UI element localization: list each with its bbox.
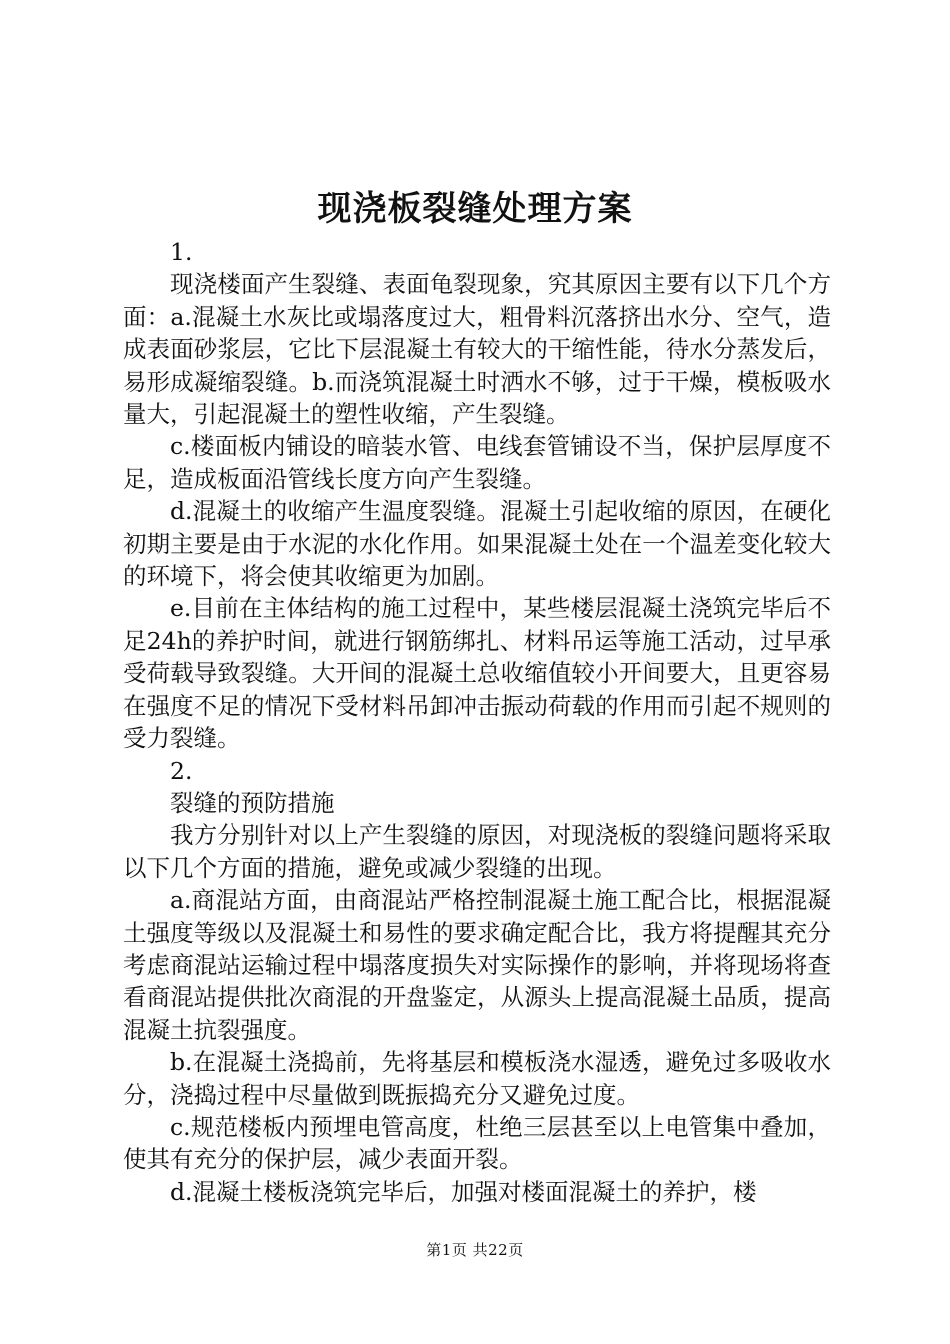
paragraph-measure-a: a.商混站方面，由商混站严格控制混凝土施工配合比，根据混凝土强度等级以及混凝土和易性的要求确定配合比，我方将提醒其充分考虑商混站运输过程中塌落度损失对实际操作的影响，并将现场将查看商混站提供批次商混的开盘鉴定，从源头上提高混凝土品质，提高混凝土抗裂强度。: [123, 886, 831, 1044]
paragraph-causes-intro: 现浇楼面产生裂缝、表面龟裂现象，究其原因主要有以下几个方面：a.混凝土水灰比或塌落度过大，粗骨料沉落挤出水分、空气，造成表面砂浆层，它比下层混凝土有较大的干缩性能，待水分蒸发后，易形成凝缩裂缝。b.而浇筑混凝土时洒水不够，过于干燥，模板吸水量大，引起混凝土的塑性收缩，产生裂缝。: [123, 270, 831, 429]
paragraph-cause-e: e.目前在主体结构的施工过程中，某些楼层混凝土浇筑完毕后不足24h的养护时间，就进行钢筋绑扎、材料吊运等施工活动，过早承受荷载导致裂缝。大开间的混凝土总收缩值较小开间要大，且更容易在强度不足的情况下受材料吊卸冲击振动荷载的作用而引起不规则的受力裂缝。: [123, 594, 831, 753]
document-body: [123, 236, 831, 1208]
paragraph-measure-d: d.混凝土楼板浇筑完毕后，加强对楼面混凝土的养护，楼: [170, 1177, 757, 1206]
paragraph-cause-c: c.楼面板内铺设的暗装水管、电线套管铺设不当，保护层厚度不足，造成板面沿管线长度方向产生裂缝。: [123, 432, 831, 493]
paragraph-cause-d: d.混凝土的收缩产生温度裂缝。混凝土引起收缩的原因，在硬化初期主要是由于水泥的水化作用。如果混凝土处在一个温差变化较大的环境下，将会使其收缩更为加剧。: [123, 497, 831, 591]
paragraph-measure-b: b.在混凝土浇捣前，先将基层和模板浇水湿透，避免过多吸收水分，浇捣过程中尽量做到既振捣充分又避免过度。: [123, 1048, 831, 1109]
section-heading-prevention: 裂缝的预防措施: [170, 788, 335, 817]
section-number-2: 2.: [170, 756, 193, 785]
section-number-1: 1.: [170, 238, 193, 266]
document-title: 现浇板裂缝处理方案: [317, 189, 633, 229]
page-footer: 第1页 共22页: [426, 1241, 524, 1259]
paragraph-prevention-intro: 我方分别针对以上产生裂缝的原因，对现浇板的裂缝问题将采取以下几个方面的措施，避免或减少裂缝的出现。: [123, 821, 831, 882]
paragraph-measure-c: c.规范楼板内预埋电管高度，杜绝三层甚至以上电管集中叠加，使其有充分的保护层，减少表面开裂。: [123, 1112, 831, 1174]
